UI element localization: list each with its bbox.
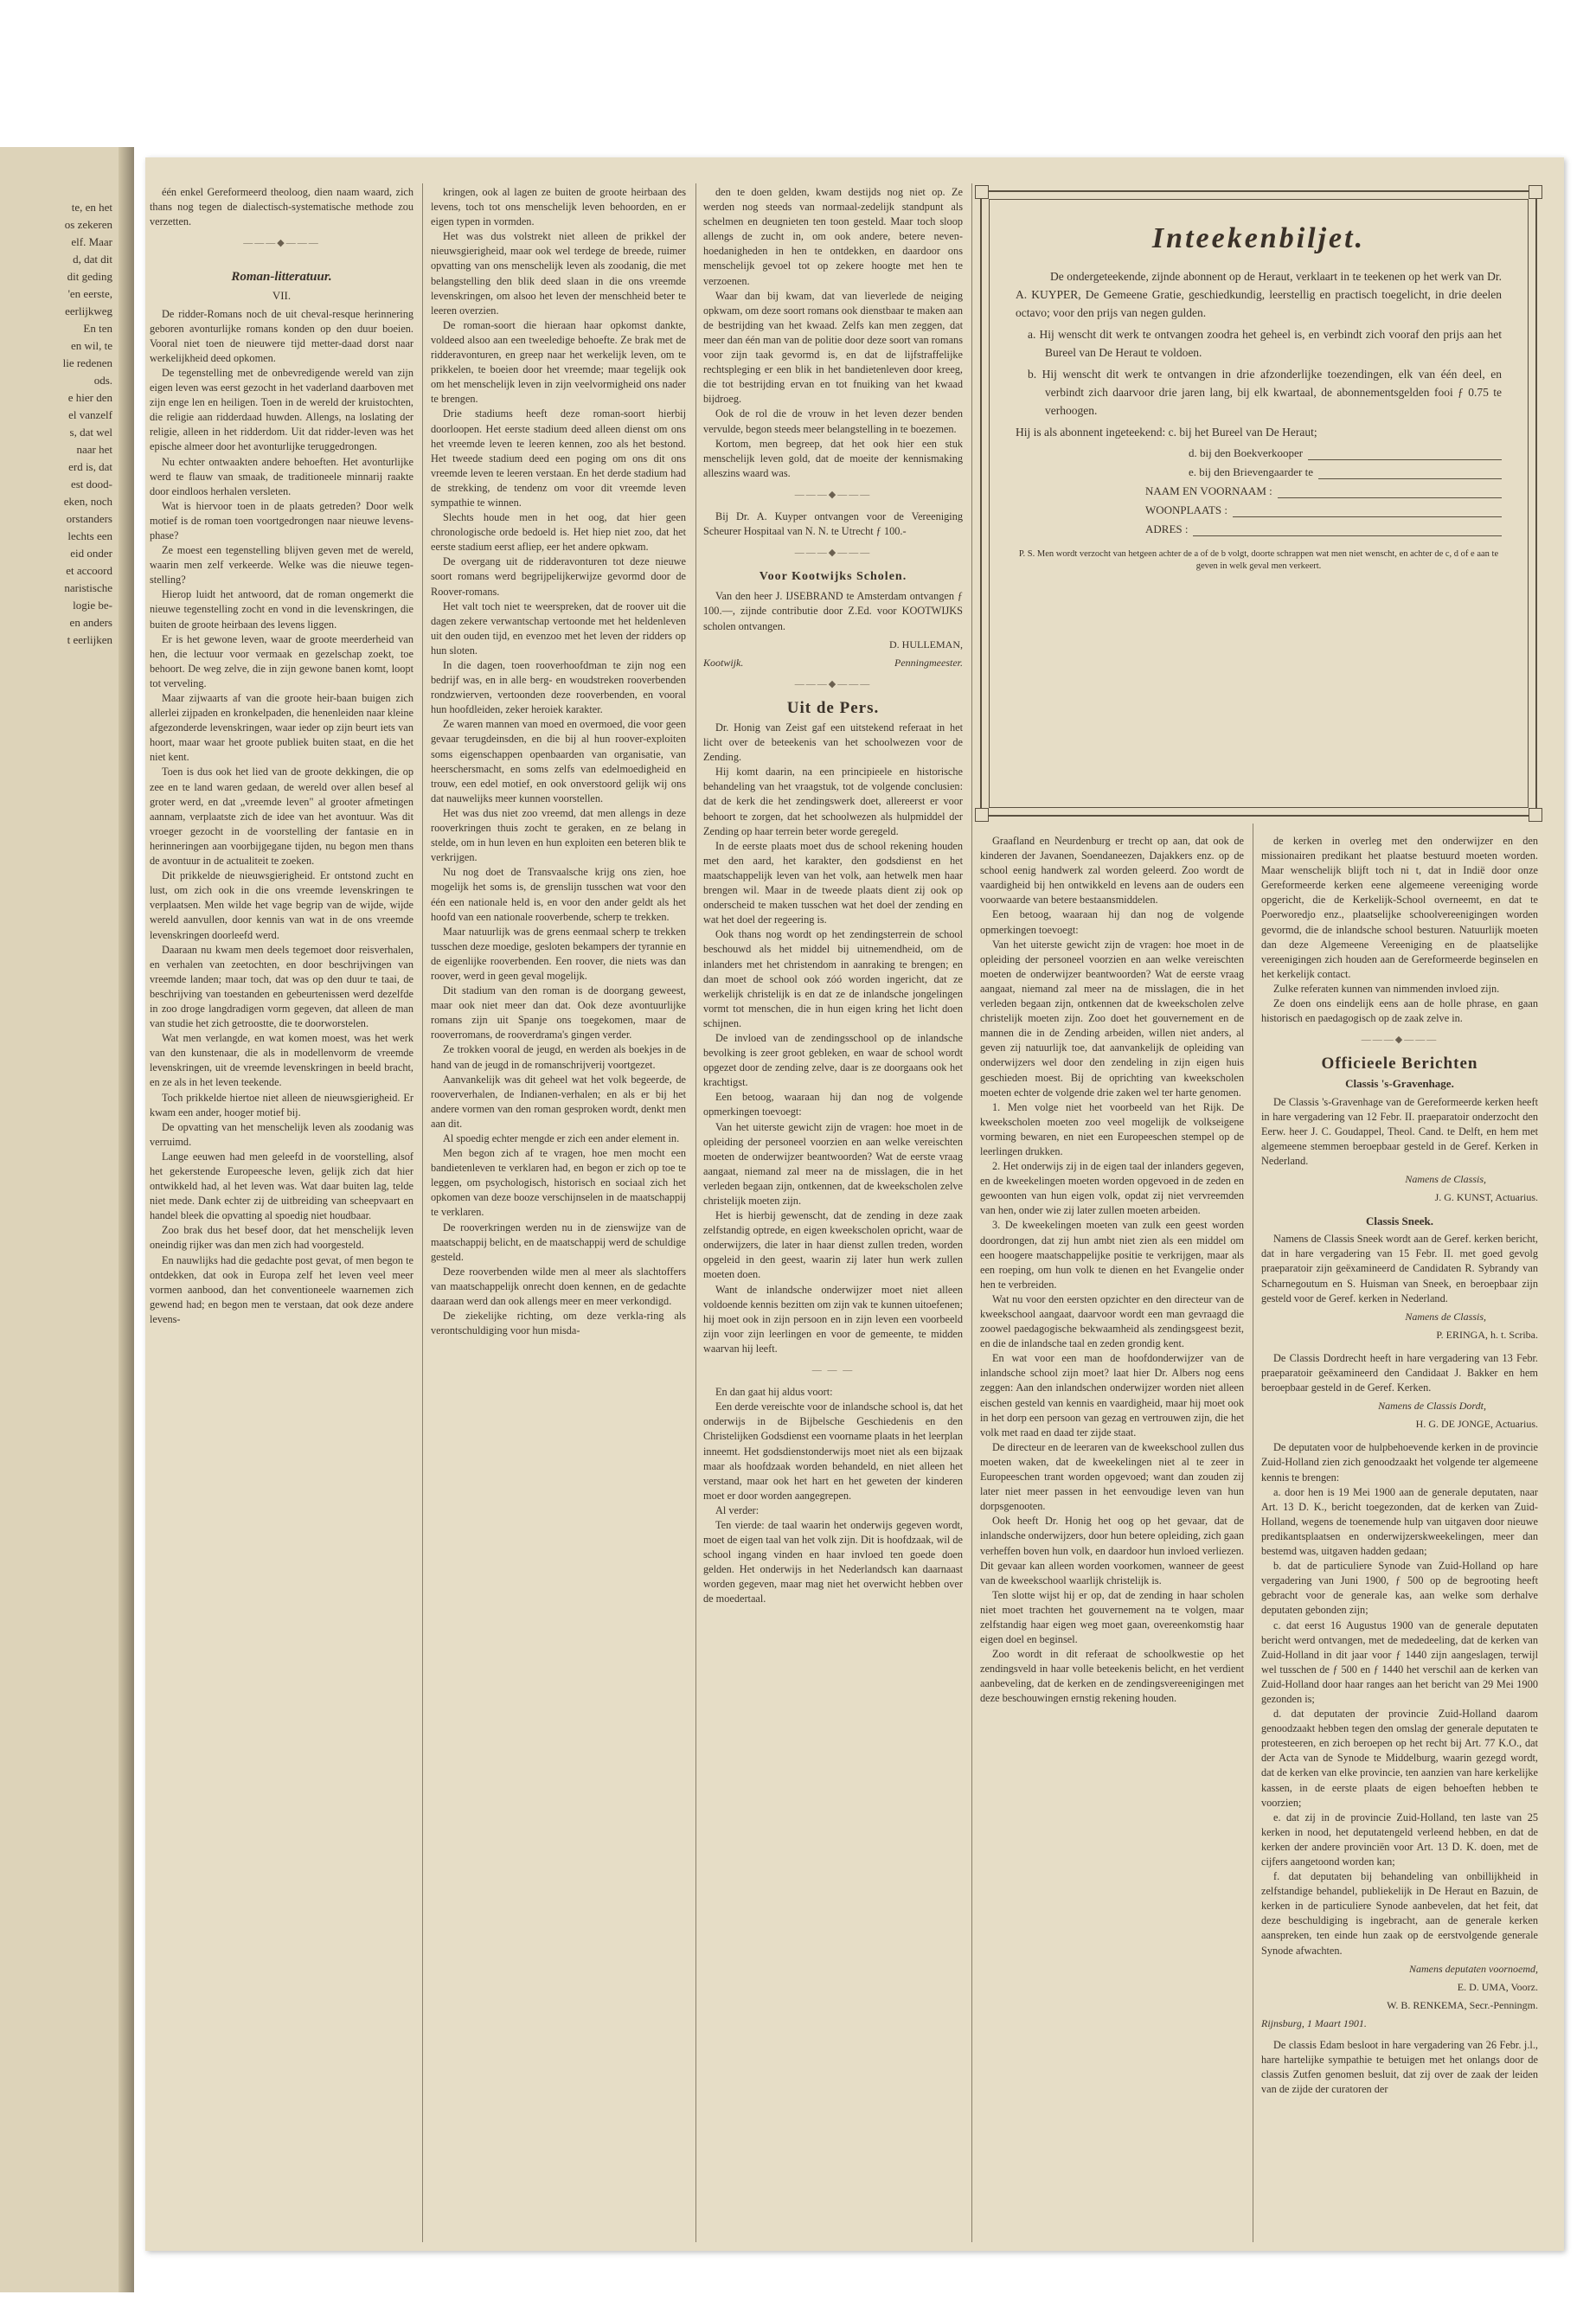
adres-field[interactable] xyxy=(1145,522,1502,536)
paragraph: Het was dus niet zoo vreemd, dat men allengs in deze rooverkringen thuis zocht te geraken, en ze belang in stelde, om in hun leven en hun exploiten een beteren blik te verkrijgen. xyxy=(431,806,686,864)
paragraph: Drie stadiums heeft deze roman-soort hierbij doorloopen. Het eerste stadium deed alleen dienst om ons het vreemde leven te leeren kennen, zoo als het bestond. Het tweede stadium deed een poging om ons dit ons vreemde leven te leeren verstaan. En het derde stadium had de strekking, de tendenz om voor dit vreemde leven sympathie te winnen. xyxy=(431,407,686,509)
previous-page-line: orstanders xyxy=(66,512,112,525)
previous-page-line: eken, noch xyxy=(63,495,112,508)
previous-page-line: lechts een xyxy=(67,529,112,542)
paragraph: De ridder-Romans noch de uit cheval-resque herinnering geboren avonturlijke romans konden op den duur boeien. Vooral niet toen de nieuwere tijd metter-daad dorst naar werkelijkheid deed opkomen. xyxy=(150,307,413,364)
option-e-field[interactable] xyxy=(1189,465,1502,479)
paragraph: De ziekelijke richting, om deze verkla-ring als verontschuldiging voor hun misda- xyxy=(431,1310,686,1337)
officieele-berichten-heading: Officieele Berichten xyxy=(1321,1054,1478,1074)
col1-body xyxy=(150,307,413,1327)
previous-page-margin xyxy=(0,147,134,2292)
classis-sneek-text: Namens de Classis Sneek wordt aan de Geref. kerken bericht, dat in hare vergadering van 15 Febr. II. met goed gevolg praeparatoir zijn geëxamineerd de Candidaten R. Sybrandy van Scharnegoutum en S. Huisman van Sneek, en beroepbaar zijn gesteld voor de Geref. kerken in Nederland. xyxy=(1261,1233,1538,1304)
woonplaats-label: WOONPLAATS : xyxy=(1145,503,1227,516)
paragraph: De deputaten voor de hulpbehoevende kerken in de provincie Zuid-Holland zien zich genoodzaakt het volgende ter algemeene kennis te brengen: xyxy=(1261,1441,1538,1484)
previous-page-line: eerlijkweg xyxy=(65,304,112,317)
deputaten-sig1: Namens deputaten voornoemd, xyxy=(1409,1962,1538,1975)
ornament-divider: — — — xyxy=(811,1365,855,1376)
paragraph: a. door hen is 19 Mei 1900 aan de generale deputaten, naar Art. 13 D. K., bericht toegezonden, dat de kerken van Zuid-Holland, wegens de toenemende hulp van uitgaven door nieuwe predikantsplaatsen en onderwijzerskweekelingen, meer dan bestemd was, uitgaven hadden gedaan; xyxy=(1261,1485,1538,1558)
ornament-divider: ———◆——— xyxy=(794,489,872,500)
paragraph: kringen, ook al lagen ze buiten de groote heirbaan des levens, toch tot ons menschelijk leven behoorden, en er eigen typen in vormden. xyxy=(431,186,686,228)
col5-top-body xyxy=(1261,834,1538,1026)
box-corner xyxy=(975,808,989,822)
paragraph: Hierop luidt het antwoord, dat de roman ongemerkt die nieuwe tegenstelling zocht en vond in die levenskringen, die buiten de groote heirbaan des levens liggen. xyxy=(150,588,413,631)
ornament-divider: ———◆——— xyxy=(794,548,872,559)
name-label: NAAM EN VOORNAAM : xyxy=(1145,484,1272,497)
classis-gravenhage-text: De Classis 's-Gravenhage van de Gereformeerde kerken heeft in hare vergadering van 12 Febr. II. praeparatoir onderzocht den Eerw. heer J. C. Goudappel, Theol. Cand. te Delft, en hem met algemeene stemmen beroepbaar gesteld in de Geref. Kerken in Nederland. xyxy=(1261,1095,1538,1167)
paragraph: e. dat zij in de provincie Zuid-Holland, ten laste van 25 kerken in nood, het deputatengeld verleend hebben, en dat de kerken der andere provinciën voor Art. 13 D. K. doen, met de cijfers aangetoond worden kan; xyxy=(1261,1811,1538,1868)
kootwijk-heading: Voor Kootwijks Scholen. xyxy=(759,570,907,584)
previous-page-line: En ten xyxy=(83,322,112,335)
option-a[interactable]: a. Hij wenscht dit werk te ontvangen zoodra het geheel is, en verbindt zich vooraf den prijs aan het Bureel van De Heraut te voldoen. xyxy=(1028,328,1502,359)
box-corner xyxy=(975,185,989,199)
ornament-divider: ———◆——— xyxy=(794,678,872,689)
paragraph: Dit stadium van den roman is de doorgang geweest, maar ook niet meer dan dat. Ook deze avontuurlijke romans zijn uit Spanje ons toegekomen, maar de rooverromans, de rooverdrama's gingen verder. xyxy=(431,984,686,1042)
paragraph: Aanvankelijk was dit geheel wat het volk begeerde, de rooververhalen, de Indianen-verhalen; en als er bij het andere vormen van den roman gesproken wordt, denkt men aan dit. xyxy=(431,1073,686,1130)
ornament-divider: ———◆——— xyxy=(1361,1035,1439,1046)
roman-litteratuur-heading: Roman-litteratuur. xyxy=(231,270,332,285)
col3-body xyxy=(703,185,963,481)
subscription-declaration: De ondergeteekende, zijnde abonnent op de Heraut, verklaart in te teekenen op het werk van Dr. A. KUYPER, De Gemeene Gratie, geschiedkundig, leerstellig en practisch toegelicht, in drie deelen octavo; voor den prijs van negen gulden. xyxy=(1016,270,1502,319)
previous-page-line: logie be- xyxy=(73,599,112,612)
deputaten-date: Rijnsburg, 1 Maart 1901. xyxy=(1261,2016,1367,2029)
paragraph: De directeur en de leeraren van de kweekschool zullen dus moeten waken, dat de kweekelingen niet al te zeer in Europeeschen trant worden opgevoed; want dan zouden zij later niet meer passen in het eenvoudige leven van hun dorpsgenooten. xyxy=(980,1440,1244,1513)
deputaten-body xyxy=(1261,1440,1538,1958)
previous-page-line: lie redenen xyxy=(62,356,112,369)
option-e-line xyxy=(1318,466,1502,479)
paragraph: In die dagen, toen rooverhoofdman te zijn nog een bedrijf was, en in alle berg- en woudstreken rooverbenden rondzwierven, vertoonden deze rooverbenden, en vooral hun hoofdleiden, zeker heroiek karakter. xyxy=(431,659,686,716)
paragraph: In de eerste plaats moet dus de school rekening houden met den aard, het karakter, den godsdienst en het maatschappelijk leven van het volk, aan hetwelk men haar brengen wil. Maar in de tweede plaats dient zij ook op onderscheid te maken tusschen wat het doel der zending en wat het doel der regeering is. xyxy=(703,839,963,926)
paragraph: De rooverkringen werden nu in de zienswijze van de maatschappij belicht, en de maatschappij werd de schuldige gesteld. xyxy=(431,1221,686,1263)
uit-de-pers-continued xyxy=(703,1385,963,1606)
paragraph: Ook heeft Dr. Honig het oog op het gevaar, dat de inlandsche onderwijzers, door hun betere opleiding, zich gaan verheffen boven hun volk, en daardoor hun invloed verliezen. Dit gevaar kan alleen worden voorkomen, wanneer de geest van de kweekschool waarlijk christelijk is. xyxy=(980,1515,1244,1586)
classis-sneek-sig2: P. ERINGA, h. t. Scriba. xyxy=(1436,1328,1538,1341)
option-e-label: e. bij den Brievengaarder te xyxy=(1189,465,1314,478)
previous-page-line: 'en eerste, xyxy=(67,287,112,300)
previous-page-line: et accoord xyxy=(66,564,112,577)
col2-body xyxy=(431,185,686,1338)
paragraph: Van het uiterste gewicht zijn de vragen: hoe moet in de opleiding der personeel voorzien en aan welke vereischten moeten de onderwijzer beantwoorden? Wat de eerste vraag aangaat, niemand zal meer na de misslagen, die in het verleden begaan zijn, ontkennen dat de kweekscholen zelve christelijk moeten zijn. Zoo doet het gouvernement en de mannen die in de Zending arbeiden, willen niet anders, al geven zij natuurlijk toe, dat aanvankelijk de opleiding van onderwijzers wel door den zendeling in zijn eigen huis geschieden moest. Bij de oprichting van kweekscholen moeten echter de volgende drie zaken wel ter harte genomen. xyxy=(980,938,1244,1099)
paragraph: Daaraan nu kwam men deels tegemoet door reisverhalen, en verhalen van zeetochten, en door beschrijvingen van vreemde landen; maar toch, dat was op den duur te taai, de beschrijving van toestanden en gebeurtenissen werd dezelfde in zoo droge langdradigen vorm gegeven, dat alleen de man van studie het zich getroostte, die te doorworstelen. xyxy=(150,943,413,1030)
paragraph: De roman-soort die hieraan haar opkomst dankte, voldeed alsoo aan een tweeledige behoefte. Ze brak met de ridderavonturen, en greep naar het werkelijk leven, om te prikkelen, te boeien door het vreemde; maar tegelijk ook om het menschelijk leven in zijn veelvormigheid ons nader te brengen. xyxy=(431,318,686,406)
paragraph: Een betoog, waaraan hij dan nog de volgende opmerkingen toevoegt: xyxy=(703,1091,963,1118)
option-d-field[interactable] xyxy=(1189,446,1502,460)
paragraph: Wat nu voor den eersten opzichter en den directeur van de kweekschool aangaat, daarvoor wordt een man gevraagd die zoowel paedagogische bekwaamheid als zendingsgeest bezit, en die de inlandsche taal en zeden grondig kent. xyxy=(980,1292,1244,1350)
previous-page-line: e hier den xyxy=(67,391,112,404)
paragraph: Het is hierbij gewenscht, dat de zending in deze zaak zelfstandig optrede, en eigen kweekscholen opricht, waar de onderwijzers, die later in haar dienst zullen treden, worden opgeleid in den geest, waarin zij later hun werk zullen moeten doen. xyxy=(703,1209,963,1281)
previous-page-line: en anders xyxy=(69,616,112,629)
paragraph: En nauwlijks had die gedachte post gevat, of men begon te ontdekken, dat ook in Europa zelf het leven veel meer vormen aanbood, dan het conventioneele waarnemen zich gewend had; en begon men te verstaan, dat ook deze andere levens- xyxy=(150,1253,413,1325)
paragraph: Zoo brak dus het besef door, dat het menschelijk leven oneindig rijker was dan men zich had voorgesteld. xyxy=(150,1224,413,1252)
paragraph: En wat voor een man de hoofdonderwijzer van de inlandsche school zijn moet? laat hier Dr. Albers nog eens zeggen: Aan den inlandschen onderwijzer worden niet alleen eischen gesteld van kennis en vaardigheid, maar hij moet ook in het dorp een persoon van gezag en vertrouwen zijn, die het volk met raad en daad ter zijde staat. xyxy=(980,1352,1244,1439)
classis-dordrecht-text: De Classis Dordrecht heeft in hare vergadering van 13 Febr. praeparatoir geëxamineerd den Candidaat J. Bakker en hem beroepbaar gesteld in de Geref. Kerken. xyxy=(1261,1351,1538,1394)
woonplaats-field[interactable] xyxy=(1145,503,1502,517)
paragraph: Wat men verlangde, en wat komen moest, was het werk van den kunstenaar, die als in modellenvorm de vreemde levenskringen, uit de vreemde levenskringen in beeld bracht, en ze als in het leven teekende. xyxy=(150,1032,413,1089)
paragraph: Het valt toch niet te weerspreken, dat de roover uit die dagen zekere verwantschap vertoonde met het heldenleven uit den ouden tijd, en evenzoo met het leven der ridders op hun sloten. xyxy=(431,599,686,657)
classis-gravenhage-sig1: Namens de Classis, xyxy=(1405,1172,1486,1185)
kootwijk-role: Penningmeester. xyxy=(894,656,963,669)
gift-note: Bij Dr. A. Kuyper ontvangen voor de Vereeniging Scheurer Hospitaal van N. N. te Utrecht ƒ 100.- xyxy=(703,510,963,538)
previous-page-line: ods. xyxy=(93,374,112,387)
paragraph: Ten slotte wijst hij er op, dat de zending in haar scholen niet moet trachten het gouvernement na te volgen, maar zelfstandig haar eigen weg moet gaan, overeenkomstig haar eigen doel en beginsel. xyxy=(980,1588,1244,1646)
previous-page-line: naristische xyxy=(64,581,112,594)
paragraph: Toch prikkelde hiertoe niet alleen de nieuwsgierigheid. Er kwam een ander, hooger motief bij. xyxy=(150,1091,413,1118)
column-rule xyxy=(971,183,972,2242)
column-5 xyxy=(1261,834,1538,2097)
subscription-form-box xyxy=(980,190,1537,817)
previous-page-line: d, dat dit xyxy=(73,253,112,266)
deputaten-sig2: E. D. UMA, Voorz. xyxy=(1457,1980,1538,1993)
paragraph: Maar zijwaarts af van die groote heir-baan buigen zich allerlei zijpaden en kronkelpaden, die henenleiden naar kleine afgezonderde levenskringen, waar ieder op zijn beurt iets van hoort, maar waar het groote publiek buiten staat, en die het niet kent. xyxy=(150,692,413,764)
paragraph: Al spoedig echter mengde er zich een ander element in. xyxy=(443,1132,680,1144)
chapter-number: VII. xyxy=(272,289,292,303)
option-b[interactable]: b. Hij wenscht dit werk te ontvangen in drie afzonderlijke toezendingen, elk van één deel, en verbindt zich daarvoor drie jaren lang, bij elk kwartaal, de abonnementsgelden fooi ƒ 0.75 te verhoogen. xyxy=(1028,368,1502,417)
paragraph: 1. Men volge niet het voorbeeld van het Rijk. De kweekscholen moeten zoo veel mogelijk de volkseigene vorming bewaren, en niet een Europeeschen stempel op de leerlingen drukken. xyxy=(980,1100,1244,1157)
paragraph: De overgang uit de ridderavonturen tot deze nieuwe soort romans werd begrijpelijkerwijze gevormd door de Roover-romans. xyxy=(431,555,686,598)
paragraph: Zoo wordt in dit referaat de schoolkwestie op het zendingsveld in haar volle beteekenis belicht, en het verdient aanbeveling, dat de kerken en de zendingsvereenigingen met deze beschouwingen ernstig rekening houden. xyxy=(980,1648,1244,1705)
previous-page-line: elf. Maar xyxy=(71,235,112,248)
paragraph: 2. Het onderwijs zij in de eigen taal der inlanders gegeven, en de kweekelingen moeten worden opgevoed in de zeden en gewoonten van hun eigen volk, opdat zij niet vervreemden van hen, onder wie zij later zullen moeten arbeiden. xyxy=(980,1160,1244,1217)
paragraph: Ze doen ons eindelijk eens aan de holle phrase, en gaan historisch en paedagogisch op de zaak zelve in. xyxy=(1261,997,1538,1025)
box-corner xyxy=(1529,185,1542,199)
previous-page-line: erd is, dat xyxy=(68,460,112,473)
paragraph: Ook de rol die de vrouw in het leven dezer benden vervulde, begon steeds meer belangstelling in te boezemen. xyxy=(703,407,963,435)
option-d-label: d. bij den Boekverkooper xyxy=(1189,446,1304,459)
previous-page-line: s, dat wel xyxy=(69,426,112,439)
paragraph: De opvatting van het menschelijk leven als zoodanig was verruimd. xyxy=(150,1120,413,1148)
paragraph: Want de inlandsche onderwijzer moet niet alleen voldoende kennis bezitten om zijn vak te kunnen uitoefenen; hij moet ook in zijn persoon en in zijn leven een voorbeeld zijn voor zijn leerlingen en voor de gemeente, te midden waarvan hij leeft. xyxy=(703,1283,963,1355)
paragraph: Nu nog doet de Transvaalsche krijg ons zien, hoe mogelijk het soms is, de grenslijn tusschen wat voor den één een nationale held is, en voor den ander geldt als het hoofd van een nationale rooverbende, scherp te trekken. xyxy=(431,866,686,923)
paragraph: Kortom, men begreep, dat het ook hier een stuk menschelijk leven gold, dat de moeite der kennismaking alleszins waard was. xyxy=(703,437,963,479)
paragraph: Hij komt daarin, na een principieele en historische behandeling van het vraagstuk, tot de volgende conclusien: dat de kerk die het zendingswerk doet, allereerst er voor behoort te zorgen, dat het schoolwezen als hulpmiddel der Zending op haar terrein beter worde geregeld. xyxy=(703,766,963,837)
paragraph: Het was dus volstrekt niet alleen de prikkel der nieuwsgierigheid, maar ook wel terdege de breede, ruimer opvatting van ons menschelijk leven als zoodanig, die met belangstelling den blik deed slaan in die ons vreemde levenskringen, om alsoo het leven der menschheid beter te leeren overzien. xyxy=(431,230,686,317)
paragraph: f. dat deputaten bij behandeling van onbillijkheid in zelfstandige behandel, publiekelijk in De Heraut en Bazuin, de kerken in de particuliere Synode aanbevelen, dat het feit, dat deze beschuldiging is ingebracht, aan de generale kerken aanspreken, ten einde hun zaak op de eerstvolgende generale Synode afwachten. xyxy=(1261,1870,1538,1957)
classis-sneek-sig1: Namens de Classis, xyxy=(1405,1310,1486,1323)
classis-dordrecht-sig1: Namens de Classis Dordt, xyxy=(1378,1400,1486,1413)
column-3 xyxy=(703,185,963,1607)
col4-body xyxy=(980,834,1244,1707)
paragraph: Ook thans nog wordt op het zendingsterrein de school beschouwd als het middel bij uitnemendheid, om de inlanders met het christendom in aanraking te brengen; en dan moet de school ook zóó worden ingericht, dat ze werkelijk christelijk is en dat ze de inlandsche jongelingen vormt tot menschen, die in hun eigen kring het licht doen schijnen. xyxy=(703,928,963,1029)
paragraph: Maar natuurlijk was de grens eenmaal scherp te trekken tusschen deze moedige, gesloten bekampers der tyrannie en de eigenlijke rooverbenden. Een roover, die niets was dan roover, werd in geen geval mogelijk. xyxy=(431,925,686,982)
paragraph: Een betoog, waaraan hij dan nog de volgende opmerkingen toevoegt: xyxy=(980,908,1244,936)
column-1 xyxy=(150,185,413,1327)
column-2 xyxy=(431,185,686,1338)
paragraph: Een derde vereischte voor de inlandsche school is, dat het onderwijs in de Bijbelsche Geschiedenis en den Christelijken Godsdienst een voorname plaats in het leerplan inneemt. Het godsdienstonderwijs moet niet als een bijzaak maar als hoofdzaak worden behandeld, en niet alleen het verstand, maar ook het hart en het geweten der kinderen moet er door worden aangegrepen. xyxy=(703,1400,963,1502)
column-4 xyxy=(980,834,1244,1707)
paragraph: Ze trokken vooral de jeugd, en werden als boekjes in de hand van de jeugd in de romanschrijverij voortgezet. xyxy=(431,1043,686,1071)
paragraph: c. dat eerst 16 Augustus 1900 van de generale deputaten bericht werd ontvangen, met de mededeeling, dat de kerken van Zuid-Holland in dit jaar voor ƒ 1440 zijn aangeslagen, terwijl wel tusschen de ƒ 500 en ƒ 1440 het verschil aan de kerken van Zuid-Holland door haar ranges aan het bericht van 29 Mei 1900 gezonden is; xyxy=(1261,1618,1538,1705)
classis-gravenhage-title: Classis 's-Gravenhage. xyxy=(1345,1077,1454,1091)
subscription-form-title: Inteekenbiljet. xyxy=(1151,222,1366,254)
adres-label: ADRES : xyxy=(1145,522,1189,535)
column-rule xyxy=(422,183,423,2242)
paragraph: Ten vierde: de taal waarin het onderwijs gegeven wordt, moet de eigen taal van het volk zijn. Dit is hoofdzaak, wil de school ingang vinden en haar invloed ten goede doen gelden. Het onderwijs in het Nederlandsch kan daarnaast worden gegeven, maar mag niet het overwicht hebben over de moedertaal. xyxy=(703,1518,963,1606)
previous-page-line: os zekeren xyxy=(64,218,112,231)
paragraph: Ze waren mannen van moed en overmoed, die voor geen gevaar terugdeinsden, en die bij al hun roover-exploiten soms eigenschappen openbaarden van organisatie, van heerschersmacht, en soms zelfs van edelmoedigheid en trouw, een edel motief, en ook onverstoord gelijk wij ons dat nauwelijks meer kunnen voorstellen. xyxy=(431,718,686,804)
classis-sneek-title: Classis Sneek. xyxy=(1365,1215,1434,1228)
kootwijk-signature-line xyxy=(703,656,963,670)
paragraph: Slechts houde men in het oog, dat hier geen chronologische orde bedoeld is. Het hiep niet zoo, dat het eerste stadium eerst afliep, eer het andere opkwam. xyxy=(431,511,686,554)
box-corner xyxy=(1529,808,1542,822)
paragraph: Waar dan bij kwam, dat van lieverlede de neiging opkwam, om deze soort romans ook dienstbaar te maken aan de bestrijding van het kwaad. Zelfs kan men zeggen, dat meer dan één man van de politie door deze soort van romans voor zijn taak gevormd is, en dat de lijfstraffelijke rechtspleging er een blik in het bandietenleven door kreeg, die tot bestrijding ervan en tot fnuiking van het kwaad bijdroeg. xyxy=(703,289,963,406)
classis-gravenhage-sig2: J. G. KUNST, Actuarius. xyxy=(1434,1191,1538,1204)
previous-page-line: dit geding xyxy=(67,270,112,283)
subscriber-registration-line: Hij is als abonnent ingeteekend: c. bij het Bureel van De Heraut; xyxy=(1016,426,1317,439)
previous-page-line: t eerlijken xyxy=(67,633,112,646)
paragraph: De invloed van de zendingsschool op de inlandsche bevolking is zeer groot gebleken, en waar de school wordt opgezet door de zending zelve, daar is ze doorgaans ook het krachtigst. xyxy=(703,1031,963,1089)
previous-page-line: te, en het xyxy=(71,201,112,214)
previous-page-line: el vanzelf xyxy=(68,408,112,421)
paragraph: Al verder: xyxy=(715,1503,760,1516)
paragraph: Nu echter ontwaakten andere behoeften. Het avonturlijke werd te flauw van smaak, de traditioneele minnarij raakte door eindloos herhalen versleten. xyxy=(150,455,413,497)
paragraph: Wat is hiervoor toen in de plaats getreden? Door welk motief is de roman toen voortgedrongen naar nieuwe levens-phase? xyxy=(150,499,413,542)
uit-de-pers-body xyxy=(703,721,963,1356)
kootwijk-place: Kootwijk. xyxy=(703,656,744,669)
previous-page-line: naar het xyxy=(76,443,112,456)
paragraph: Zulke referaten kunnen van nimmenden invloed zijn. xyxy=(1273,982,1500,995)
previous-page-line: eid onder xyxy=(70,547,112,560)
newspaper-page xyxy=(145,157,1564,2251)
paragraph: den te doen gelden, kwam destijds nog niet op. Ze werden nog steeds van normaal-zedelijk standpunt als schelmen en deugnieten ten toon gesteld. Maar toch sloop allengs de zucht in, om ook andere, betere neven-hoedanigheden in hen te ontdekken, en daardoor ons menschelijk gevoel tot op zekere hoogte met hen te verzoenen. xyxy=(703,186,963,287)
uit-de-pers-heading: Uit de Pers. xyxy=(786,698,880,717)
previous-page-line: est dood- xyxy=(70,478,112,490)
name-field[interactable] xyxy=(1145,484,1502,498)
kootwijk-text: Van den heer J. IJSEBRAND te Amsterdam ontvangen ƒ 100.—, zijnde contributie door Z.Ed. voor KOOTWIJKS scholen ontvangen. xyxy=(703,590,963,632)
paragraph: Lange eeuwen had men geleefd in de voorstelling, alsof het gekerstende Europeesche leven, gelijk zich dat hier ontwikkeld had, al het leven was. Wat daar buiten lag, telde niet mede. Dank echter zij de uitbreiding van scheepvaart en handel bleek die opvatting al spoedig niet houdbaar. xyxy=(150,1150,413,1222)
paragraph: Dr. Honig van Zeist gaf een uitstekend referaat in het licht over de beteekenis van het schoolwezen voor de Zending. xyxy=(703,721,963,764)
paragraph: Deze rooverbenden wilde men al meer als slachtoffers van maatschappelijk onrecht doen kennen, en de gedachte daaraan werd dan ook allengs meer en meer verkondigd. xyxy=(431,1265,686,1308)
paragraph: Er is het gewone leven, waar de groote meerderheid van hen, die lectuur voor vermaak en gezelschap zoekt, toe behoort. De weg zelve, die in zijn gewone banen komt, loopt tot verveling. xyxy=(150,632,413,689)
paragraph: Dit prikkelde de nieuwsgierigheid. Er ontstond zucht en lust, om zich ook in die ons vreemde levenskringen te verplaatsen. Men wilde het vage begrip van de wijde, wijde wereld aanvullen, door kennis van wat in de ons vreemde levenskringen doorleefd werd. xyxy=(150,869,413,941)
option-d-line xyxy=(1308,447,1502,460)
paragraph: de kerken in overleg met den onderwijzer en den missionairen predikant het plaatse bestuurd moeten worden. Maar wenschelijk blijft toch ni t, dat in Indië door onze Gereformeerde kerken eene algemeene vereeniging worde opgericht, die de Kerkelijk-School overneemt, en dat te Poerworedjo enz., plaatselijke schoolvereenigingen worden gevormd, die de inlandsche school besturen. Natuurlijk moeten dan deze Algemeene Vereeniging en de plaatselijke vereenigingen zich houden aan de Gereformeerde beginselen en het kerkelijk contact. xyxy=(1261,835,1538,980)
woonplaats-line xyxy=(1233,504,1502,517)
paragraph: Van het uiterste gewicht zijn de vragen: hoe moet in de opleiding der personeel voorzien en aan welke vereischten moeten de onderwijzer beantwoorden? Wat de eerste vraag aangaat, niemand zal meer na de misslagen, die in het verleden begaan zijn, ontkennen, dat de kweekscholen zelve christelijk moeten zijn. xyxy=(703,1120,963,1207)
paragraph: De tegenstelling met de onbevredigende wereld van zijn eigen leven was eerst gezocht in het vaderland daarboven met zijn enge len en heiligen. Toen in de wereld der kruistochten, die religie aan ridderdaad huwden. Allengs, na loslating der religie, alleen in het ridderdom. Uit dat ridder-leven was het epische almeer door het avonturlijke teruggedrongen. xyxy=(150,366,413,453)
name-line xyxy=(1278,485,1502,498)
col1-intro: één enkel Gereformeerd theoloog, dien naam waard, zich thans nog tegen de dialectisch-systematische methode zou verzetten. xyxy=(150,186,413,228)
paragraph: d. dat deputaten der provincie Zuid-Holland daarom genoodzaakt hebben tegen den omslag der generale deputaten te protesteeren, en zich beroepen op het recht bij Art. 77 K.O., dat der Acta van de Synode te Middelburg, waarin gezegd wordt, dat de kerken van elke provincie, ten aanzien van hare kerkelijke kassen, in de eerste plaats de eigen behoeften hebben te voorzien; xyxy=(1261,1708,1538,1809)
column-rule xyxy=(695,183,696,2242)
ornament-divider: ———◆——— xyxy=(243,238,320,249)
previous-page-text xyxy=(2,199,112,649)
paragraph: Graafland en Neurdenburg er trecht op aan, dat ook de kinderen der Javanen, Soendaneezen, Dajakkers enz. op de school eenig handwerk zal worden geleerd. Zoo wordt de vaardigheid bij hen ontwikkeld en levens aan de ouders een voorwaarde van betere bestaansmiddelen. xyxy=(980,835,1244,907)
book-gutter xyxy=(119,147,134,2292)
paragraph: En dan gaat hij aldus voort: xyxy=(715,1386,833,1399)
paragraph: 3. De kweekelingen moeten van zulk een geest worden doordrongen, dat zij hun ambt niet zien als een middel om een hoogere maatschappelijke positie te verkrijgen, maar als een roeping, om hun volk te dienen en het Evangelie onder hen te verbreiden. xyxy=(980,1219,1244,1291)
adres-line xyxy=(1193,523,1502,536)
classis-dordrecht-sig2: H. G. DE JONGE, Actuarius. xyxy=(1415,1418,1538,1431)
previous-page-line: en wil, te xyxy=(70,339,112,352)
deputaten-sig3: W. B. RENKEMA, Secr.-Penningm. xyxy=(1387,1998,1538,2011)
paragraph: b. dat de particuliere Synode van Zuid-Holland op hare vergadering van Juni 1900, ƒ 500 op de begrooting heeft gebracht voor de generale kas, aan welke som derhalve deputaten gebonden zijn; xyxy=(1261,1560,1538,1617)
paragraph: Men begon zich af te vragen, hoe men mocht een bandietenleven te verklaren had, en begon er zich op toe te leggen, om psychologisch, historisch en sociaal zich het opkomen van deze booze verschijnselen in de maatschappij te verklaren. xyxy=(431,1147,686,1219)
classis-edam-text: De classis Edam besloot in hare vergadering van 26 Febr. j.l., hare hartelijke sympathie te betuigen met het onlangs door de classis Zutfen genomen besluit, dat zij over de zaak der leiden van de zijde der curatoren der xyxy=(1261,2039,1538,2096)
form-postscript: P. S. Men wordt verzocht van hetgeen achter de a of de b volgt, doorte schrappen wat men niet wenscht, en achter de c, d of e aan te geven in welk geval men verkeert. xyxy=(1018,549,1499,571)
kootwijk-signature-name: D. HULLEMAN, xyxy=(889,638,963,651)
paragraph: Ze moest een tegenstelling blijven geven met de wereld, waarin men zelf verkeerde. Welke was die nieuwe tegen-stelling? xyxy=(150,544,413,586)
paragraph: Toen is dus ook het lied van de groote dekkingen, die op zee en te land waren gedaan, de wereld over allen besef al groter werd, en dat „vreemde leven" al grooter afmetingen aannam, verplaatste zich de idee van het avontuur. Was dit vroeger gezocht in de voorstelling der fantasie en in herinneringen aan voorbijgegane tijden, nu begon men thans de avontuur in de actualiteit te zoeken. xyxy=(150,766,413,868)
